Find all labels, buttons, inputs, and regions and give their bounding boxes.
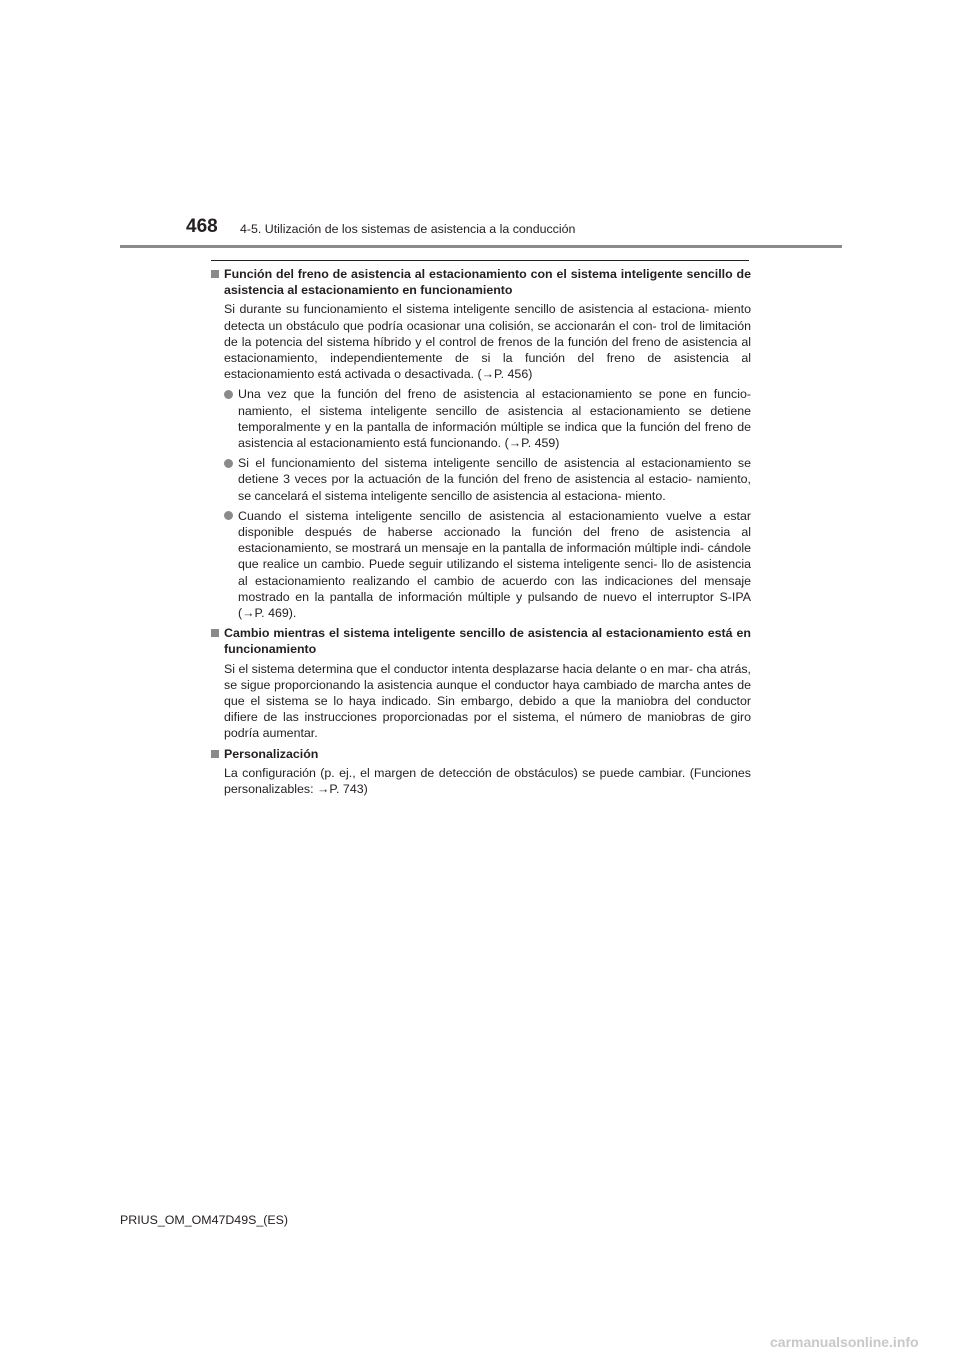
section-heading bbox=[211, 746, 751, 762]
section-title: 4-5. Utilización de los sistemas de asistencia a la conducción bbox=[240, 222, 576, 236]
circle-bullet-icon bbox=[224, 511, 233, 520]
list-item bbox=[224, 455, 751, 504]
section-paragraph: Si durante su funcionamiento el sistema inteligente sencillo de asistencia al estaciona- miento detecta un obstáculo que podría ocasionar una colisión, se accionarán el con- trol de limitación de la potencia del sistema híbrido y el control de frenos de la función del freno de asistencia al estacionamiento, independientemente de si la función del freno de asistencia al estacionamiento está activada o desactivada. (→P. 456) bbox=[224, 302, 751, 382]
list-item-text: Si el funcionamiento del sistema inteligente sencillo de asistencia al estacionamiento se detiene 3 veces por la actuación de la función del freno de asistencia al estacio- namiento, se cancelará el sistema inteligente sencillo de asistencia al estaciona- miento. bbox=[238, 456, 751, 503]
bullet-list bbox=[224, 386, 751, 621]
footer-doc-code: PRIUS_OM_OM47D49S_(ES) bbox=[120, 1213, 289, 1227]
circle-bullet-icon bbox=[224, 459, 233, 468]
square-bullet-icon bbox=[211, 629, 219, 637]
page-number: 468 bbox=[186, 216, 218, 237]
watermark: carmanualsonline.info bbox=[770, 1334, 919, 1350]
list-item-text: Cuando el sistema inteligente sencillo de asistencia al estacionamiento vuelve a estar disponible después de haberse accionado la función del freno de asistencia al estacionamiento, se mostrará un mensaje en la pantalla de información múltiple indi- cándole que realice un cambio. Puede seguir utilizando el sistema inteligente senci- llo de asistencia al estacionamiento realizando el cambio de acuerdo con las indicaciones del mensaje mostrado en la pantalla de información múltiple y pulsando de nuevo el interruptor S-IPA (→P. 469). bbox=[238, 508, 751, 621]
list-item-text: Una vez que la función del freno de asistencia al estacionamiento se pone en funcio- namiento, el sistema inteligente sencillo de asistencia al estacionamiento se detiene temporalmente y en la pantalla de información múltiple se indica que la función del freno de asistencia al estacionamiento está funcionando. (→P. 459) bbox=[238, 387, 751, 451]
header-rule bbox=[120, 245, 842, 248]
section-paragraph: Si el sistema determina que el conductor intenta desplazarse hacia delante o en mar- cha atrás, se sigue proporcionando la asistencia aunque el conductor haya cambiado de marcha antes de que el sistema se lo haya indicado. Sin embargo, debido a que la maniobra del conductor difiere de las instrucciones proporcionadas por el sistema, el número de maniobras de giro podría aumentar. bbox=[224, 661, 751, 741]
section-heading-text: Cambio mientras el sistema inteligente sencillo de asistencia al estacionamiento está en funcionamiento bbox=[224, 626, 751, 657]
circle-bullet-icon bbox=[224, 390, 233, 399]
list-item bbox=[224, 386, 751, 451]
section-paragraph: La configuración (p. ej., el margen de detección de obstáculos) se puede cambiar. (Funciones personalizables: →P. 743) bbox=[224, 765, 751, 797]
section-parking-brake bbox=[211, 266, 751, 621]
section-customization bbox=[211, 746, 751, 798]
content-top-rule bbox=[211, 260, 749, 261]
square-bullet-icon bbox=[211, 270, 219, 278]
section-heading-text: Personalización bbox=[224, 746, 319, 761]
section-heading bbox=[211, 625, 751, 657]
section-heading bbox=[211, 266, 751, 298]
list-item bbox=[224, 508, 751, 621]
section-gear-change bbox=[211, 625, 751, 741]
section-heading-text: Función del freno de asistencia al estacionamiento con el sistema inteligente sencillo de asistencia al estacionamiento en funcionamiento bbox=[224, 267, 751, 298]
content bbox=[211, 266, 751, 797]
square-bullet-icon bbox=[211, 750, 219, 758]
